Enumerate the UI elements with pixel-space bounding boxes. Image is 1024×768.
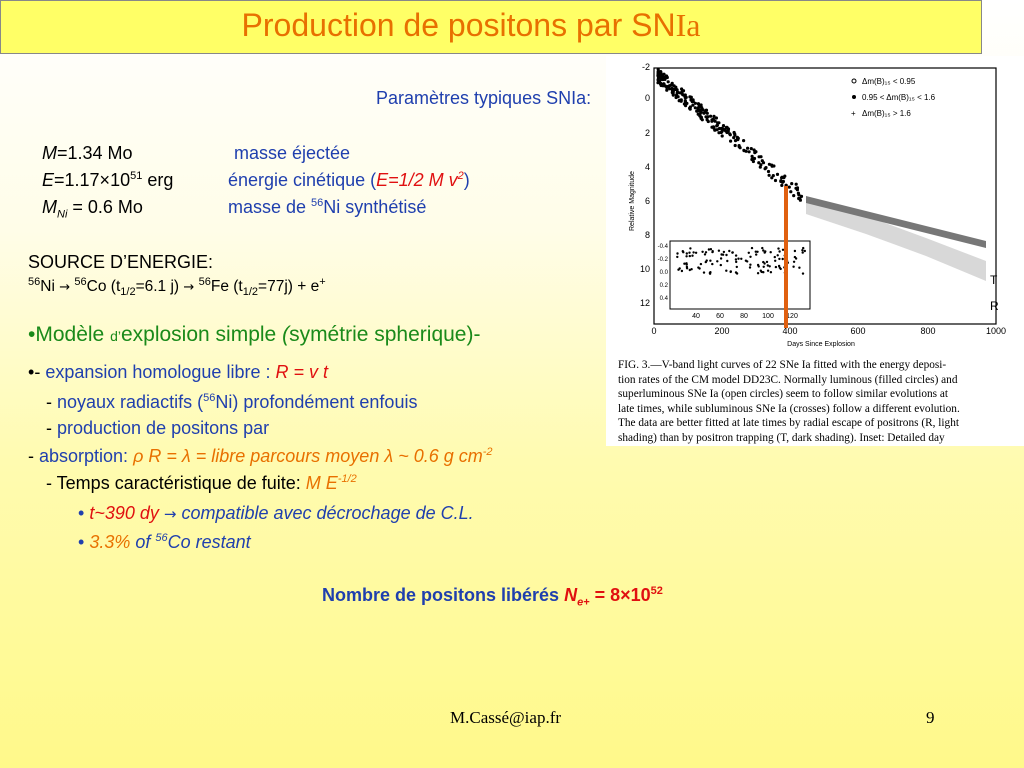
inset-xtick-label: 40 — [692, 313, 700, 320]
inset-point — [736, 266, 738, 268]
inset-point — [801, 249, 803, 251]
caption-line: FIG. 3.—V-band light curves of 22 SNe Ia fitted with the energy deposi- — [618, 359, 947, 371]
inset-point — [757, 272, 759, 274]
footer-email: M.Cassé@iap.fr — [450, 708, 562, 727]
data-point — [710, 126, 713, 129]
data-point — [715, 124, 718, 127]
data-point — [710, 120, 713, 123]
data-point — [716, 121, 719, 124]
inset-point — [709, 273, 711, 275]
inset-point — [749, 256, 751, 258]
inset-ytick-label: -0.4 — [657, 244, 668, 250]
inset-point — [685, 255, 687, 257]
production-line: - production de positons par — [46, 418, 270, 438]
inset-point — [676, 256, 678, 258]
inset-point — [782, 258, 784, 260]
inset-point — [700, 263, 702, 265]
inset-point — [682, 250, 684, 252]
ytick-label: 2 — [644, 128, 650, 138]
inset-point — [775, 266, 777, 268]
inset-point — [695, 252, 697, 254]
param-energy: $E=1.17\times 10^{51}$ erg — [42, 170, 174, 190]
data-point — [779, 179, 782, 182]
inset-point — [749, 266, 751, 268]
inset-point — [763, 266, 765, 268]
data-point — [733, 134, 736, 137]
xtick-label: 1000 — [985, 326, 1007, 336]
data-point — [656, 81, 659, 84]
ytick-label: 10 — [639, 264, 650, 274]
data-point — [680, 92, 683, 95]
inset-point — [697, 266, 699, 268]
inset-point — [762, 271, 764, 273]
inset-point — [778, 250, 780, 252]
inset-point — [681, 270, 683, 272]
legend-marker-cross: + — [851, 109, 856, 118]
absorption-line: - absorption: ρ R = λ = libre parcours moyen λ ~ 0.6 g $cm^{-2}$ — [28, 446, 493, 466]
data-point — [665, 86, 668, 89]
legend-marker-open — [852, 79, 856, 83]
data-point — [695, 110, 698, 113]
inset-point — [764, 250, 766, 252]
inset-point — [689, 255, 691, 257]
data-point — [662, 73, 665, 76]
data-point — [780, 184, 783, 187]
inset-point — [735, 261, 737, 263]
data-point — [738, 145, 741, 148]
model-line: •Modèle d’explosion simple (symétrie spherique)- — [28, 323, 481, 346]
slide-title: Production de positons par SNIa — [241, 7, 701, 43]
inset-point — [718, 250, 720, 252]
data-point — [733, 131, 736, 134]
inset-point — [740, 258, 742, 260]
data-point — [794, 187, 797, 190]
data-point — [721, 134, 724, 137]
data-point — [797, 193, 800, 196]
xtick-label: 400 — [782, 326, 798, 336]
xtick-label: 600 — [850, 326, 866, 336]
data-point — [689, 105, 692, 108]
inset-point — [770, 271, 772, 273]
ytick-label: 8 — [644, 230, 650, 240]
inset-frame — [670, 241, 810, 309]
data-point — [781, 176, 784, 179]
data-point — [712, 115, 715, 118]
inset-point — [686, 267, 688, 269]
data-point — [764, 167, 767, 170]
data-point — [776, 173, 779, 176]
light-curve-points — [656, 68, 803, 202]
inset-point — [767, 264, 769, 266]
inset-point — [691, 255, 693, 257]
inset-point — [760, 270, 762, 272]
inset-point — [705, 261, 707, 263]
data-point — [742, 139, 745, 142]
inset-xtick-label: 80 — [740, 313, 748, 320]
inset-ytick-label: -0.2 — [657, 257, 668, 263]
data-point — [657, 68, 660, 71]
inset-point — [767, 270, 769, 272]
data-point — [734, 144, 737, 147]
inset-point — [728, 250, 730, 252]
xtick-label: 0 — [651, 326, 657, 336]
inset-xtick-label: 100 — [762, 313, 774, 320]
inset-point — [703, 271, 705, 273]
inset-point — [709, 260, 711, 262]
inset-point — [751, 247, 753, 249]
inset-point — [735, 258, 737, 260]
inset-ytick-label: 0.2 — [659, 283, 668, 289]
inset-point — [736, 272, 738, 274]
data-point — [697, 106, 700, 109]
data-point — [720, 131, 723, 134]
inset-point — [731, 251, 733, 253]
param-mni: $M_{Ni} = 0.6$ Mo — [42, 197, 143, 221]
data-point — [662, 82, 665, 85]
data-point — [700, 103, 703, 106]
inset-point — [802, 272, 804, 274]
data-point — [667, 80, 670, 83]
data-point — [725, 126, 728, 129]
data-point — [700, 108, 703, 111]
inset-point — [758, 265, 760, 267]
data-point — [665, 75, 668, 78]
inset-point — [688, 252, 690, 254]
ytick-label: 0 — [644, 93, 650, 103]
data-point — [705, 109, 708, 112]
inset-point — [690, 268, 692, 270]
ytick-label: 12 — [639, 298, 650, 308]
inset-point — [782, 249, 784, 251]
data-point — [694, 106, 697, 109]
data-point — [767, 170, 770, 173]
inset-point — [720, 264, 722, 266]
inset-point — [774, 260, 776, 262]
legend-marker-filled — [852, 95, 856, 99]
data-point — [758, 155, 761, 158]
data-point — [753, 151, 756, 154]
caption-line: The data are better fitted at late times by radial escape of positrons (R, light — [618, 417, 959, 429]
data-point — [768, 174, 771, 177]
data-point — [671, 82, 674, 85]
data-point — [770, 164, 773, 167]
data-point — [689, 98, 692, 101]
inset-point — [761, 247, 763, 249]
param-mass: M=1.34 Mo — [42, 143, 133, 163]
inset-point — [725, 254, 727, 256]
inset-point — [794, 250, 796, 252]
data-point — [729, 133, 732, 136]
inset-point — [745, 260, 747, 262]
data-point — [727, 129, 730, 132]
inset-point — [686, 252, 688, 254]
data-point — [746, 147, 749, 150]
inset-point — [723, 251, 725, 253]
bullet-cobalt: • 3.3% of $^{56}$Co restant — [78, 532, 251, 552]
inset-ytick-label: 0.0 — [659, 270, 668, 276]
inset-point — [748, 252, 750, 254]
inset-point — [725, 270, 727, 272]
inset-point — [710, 248, 712, 250]
x-axis-label: Days Since Explosion — [787, 341, 855, 348]
data-point — [790, 182, 793, 185]
data-point — [795, 183, 798, 186]
positron-count: Nombre de positons libérés $N_{e+} = 8\times 10^{52}$ — [322, 585, 663, 609]
inset-point — [802, 251, 804, 253]
inset-point — [766, 261, 768, 263]
inset-point — [689, 247, 691, 249]
light-curve-plot — [606, 56, 1024, 356]
band-label-R: R — [990, 299, 999, 313]
inset-point — [793, 261, 795, 263]
source-heading: SOURCE D’ENERGIE: — [28, 252, 214, 272]
data-point — [774, 179, 777, 182]
ytick-label: -2 — [641, 62, 650, 72]
inset-point — [720, 257, 722, 259]
inset-point — [778, 265, 780, 267]
inset-point — [677, 269, 679, 271]
figure-caption — [618, 358, 1018, 445]
caption-line: late times, while subluminous SNe Ia (crosses) follow a different evolution. — [618, 402, 960, 415]
param-energy-desc: énergie cinétique (E=1/2 M $v^2$) — [228, 170, 470, 190]
params-header: Paramètres typiques SNIa: — [376, 88, 592, 108]
inset-point — [737, 258, 739, 260]
inset-point — [794, 256, 796, 258]
data-point — [736, 138, 739, 141]
inset-point — [777, 254, 779, 256]
data-point — [662, 77, 665, 80]
inset-point — [798, 267, 800, 269]
inset-point — [686, 263, 688, 265]
ytick-label: 4 — [644, 162, 650, 172]
data-point — [705, 116, 708, 119]
inset-point — [778, 258, 780, 260]
inset-xtick-label: 120 — [786, 313, 798, 320]
inset-point — [755, 253, 757, 255]
data-point — [672, 94, 675, 97]
inset-ytick-label: 0.4 — [659, 296, 668, 302]
decay-chain: $^{56}$Ni → $^{56}$Co ($t_{1/2}=6.1$ j) → $^{56}$Fe $(t_{1/2}=77j) + e^+$ — [28, 275, 326, 299]
data-point — [789, 190, 792, 193]
inset-point — [711, 251, 713, 253]
data-point — [799, 199, 802, 202]
inset-point — [762, 261, 764, 263]
data-point — [742, 149, 745, 152]
inset-point — [692, 251, 694, 253]
data-point — [788, 186, 791, 189]
legend-entry: Δm(B)₁₅ < 0.95 — [862, 77, 916, 86]
caption-line: superluminous SNe Ia (open circles) seem to follow similar evolutions at — [618, 388, 949, 400]
data-point — [750, 158, 753, 161]
ytick-label: 6 — [644, 196, 650, 206]
inset-point — [792, 266, 794, 268]
inset-point — [683, 263, 685, 265]
data-point — [792, 194, 795, 197]
data-point — [688, 95, 691, 98]
caption-line: shading) than by positron trapping (T, dark shading). Inset: Detailed day — [618, 431, 945, 444]
inset-point — [730, 271, 732, 273]
param-mass-desc: masse éjectée — [234, 143, 351, 163]
data-point — [673, 88, 676, 91]
data-point — [707, 120, 710, 123]
inset-point — [676, 252, 678, 254]
data-point — [676, 92, 679, 95]
y-axis-label: Relative Magnitude — [629, 171, 636, 231]
inset-point — [755, 251, 757, 253]
title-bar — [0, 0, 982, 54]
escape-time-line: - Temps caractéristique de fuite: M $E^{-1/2}$ — [46, 473, 357, 493]
data-point — [675, 96, 678, 99]
data-point — [680, 100, 683, 103]
data-point — [748, 150, 751, 153]
legend-entry: 0.95 < Δm(B)₁₅ < 1.6 — [862, 93, 936, 102]
inset-point — [802, 247, 804, 249]
data-point — [709, 115, 712, 118]
data-point — [694, 102, 697, 105]
data-point — [772, 174, 775, 177]
data-point — [722, 124, 725, 127]
inset-point — [726, 260, 728, 262]
page-number: 9 — [926, 708, 935, 727]
inset-point — [716, 260, 718, 262]
param-mni-desc: masse de $^{56}$Ni synthétisé — [228, 197, 427, 217]
legend-entry: Δm(B)₁₅ > 1.6 — [862, 109, 911, 118]
expansion-line: •- expansion homologue libre : R = v t — [28, 362, 328, 382]
caption-line: tion rates of the CM model DD23C. Normally luminous (filled circles) and — [618, 373, 958, 386]
data-point — [757, 161, 760, 164]
light-curve-figure — [606, 56, 1024, 446]
xtick-label: 800 — [920, 326, 936, 336]
bullet-timescale: • t~390 dy → compatible avec décrochage de C.L. — [78, 503, 474, 523]
inset-point — [704, 253, 706, 255]
data-point — [761, 159, 764, 162]
inset-point — [749, 264, 751, 266]
data-point — [657, 76, 660, 79]
data-point — [684, 100, 687, 103]
data-point — [750, 147, 753, 150]
inset-point — [701, 251, 703, 253]
inset-point — [774, 256, 776, 258]
inset-point — [770, 251, 772, 253]
band-label-T: T — [990, 273, 998, 287]
nuclei-line: - noyaux radiactifs ($^{56}$Ni) profondément enfouis — [46, 392, 418, 412]
inset-point — [722, 254, 724, 256]
inset-point — [804, 250, 806, 252]
inset-point — [705, 251, 707, 253]
xtick-label: 200 — [714, 326, 730, 336]
inset-point — [711, 263, 713, 265]
inset-xtick-label: 60 — [716, 313, 724, 320]
data-point — [700, 116, 703, 119]
inset-point — [777, 247, 779, 249]
data-point — [716, 128, 719, 131]
inset-point — [735, 254, 737, 256]
data-point — [729, 140, 732, 143]
